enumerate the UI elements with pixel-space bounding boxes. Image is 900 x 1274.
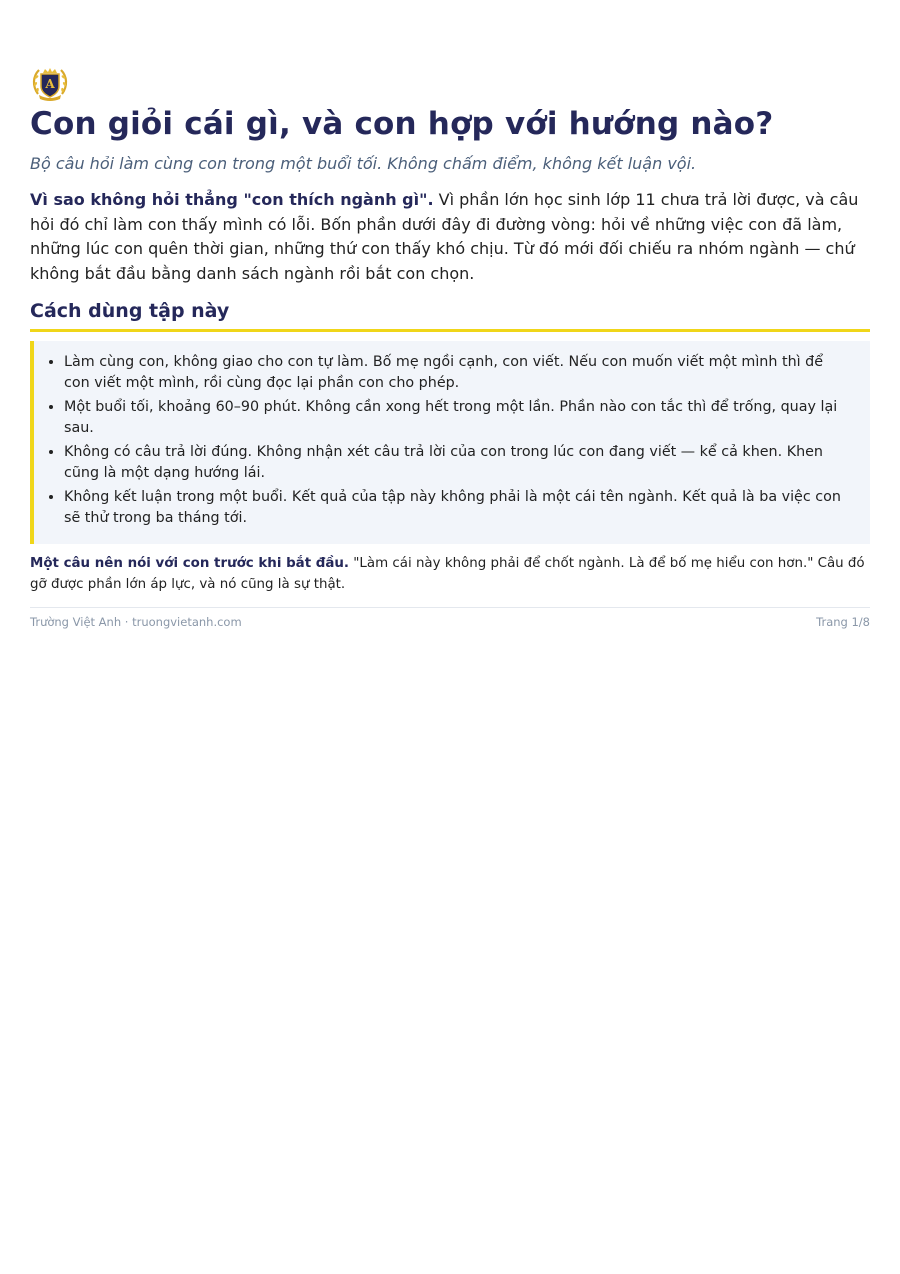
list-item: • Một buổi tối, khoảng 60–90 phút. Không cần xong hết trong một lần. Phần nào con tắc thì để trống, quay lại sau. (64, 397, 850, 439)
page-title: Con giỏi cái gì, và con hợp với hướng nào? (30, 106, 774, 142)
note-lead: Một câu nên nói với con trước khi bắt đầu. (30, 556, 350, 571)
footer-divider (30, 607, 870, 608)
intro-body: Vì phần lớn học sinh lớp 11 chưa trả lời được, và câu hỏi đó chỉ làm con thấy mình có lỗi. Bốn phần dưới đây đi đường vòng: hỏi về những việc con đã làm, những lúc con quên thời gian, những thứ con thấy khó chịu. Từ đó mới đối chiếu ra nhóm ngành — chứ không bắt đầu bằng danh sách ngành rồi bắt con chọn. (30, 190, 859, 283)
usage-callout-box (30, 341, 870, 544)
opening-note (30, 553, 870, 595)
list-item: • Làm cùng con, không giao cho con tự làm. Bố mẹ ngồi cạnh, con viết. Nếu con muốn viết một mình thì để con viết một mình, rồi cùng đọc lại phần con cho phép. (64, 352, 850, 394)
usage-heading: Cách dùng tập này (30, 300, 230, 322)
page-subtitle: Bộ câu hỏi làm cùng con trong một buổi tối. Không chấm điểm, không kết luận vội. (30, 154, 697, 173)
school-crest-icon (30, 64, 70, 104)
page-number: Trang 1/8 (816, 615, 870, 629)
heading-divider (30, 329, 870, 332)
note-body: "Làm cái này không phải để chốt ngành. Là để bố mẹ hiểu con hơn." Câu đó gỡ được phần lớn áp lực, và nó cũng là sự thật. (30, 556, 865, 592)
crest-letter: A (45, 77, 55, 91)
footer-source: Trường Việt Anh · truongvietanh.com (30, 615, 242, 629)
intro-paragraph (30, 188, 870, 286)
intro-lead: Vì sao không hỏi thẳng "con thích ngành gì". (30, 190, 434, 209)
list-item: • Không có câu trả lời đúng. Không nhận xét câu trả lời của con trong lúc con đang viết — kể cả khen. Khen cũng là một dạng hướng lái. (64, 442, 850, 484)
list-item: • Không kết luận trong một buổi. Kết quả của tập này không phải là một cái tên ngành. Kết quả là ba việc con sẽ thử trong ba tháng tới. (64, 487, 850, 529)
usage-list (34, 341, 870, 529)
